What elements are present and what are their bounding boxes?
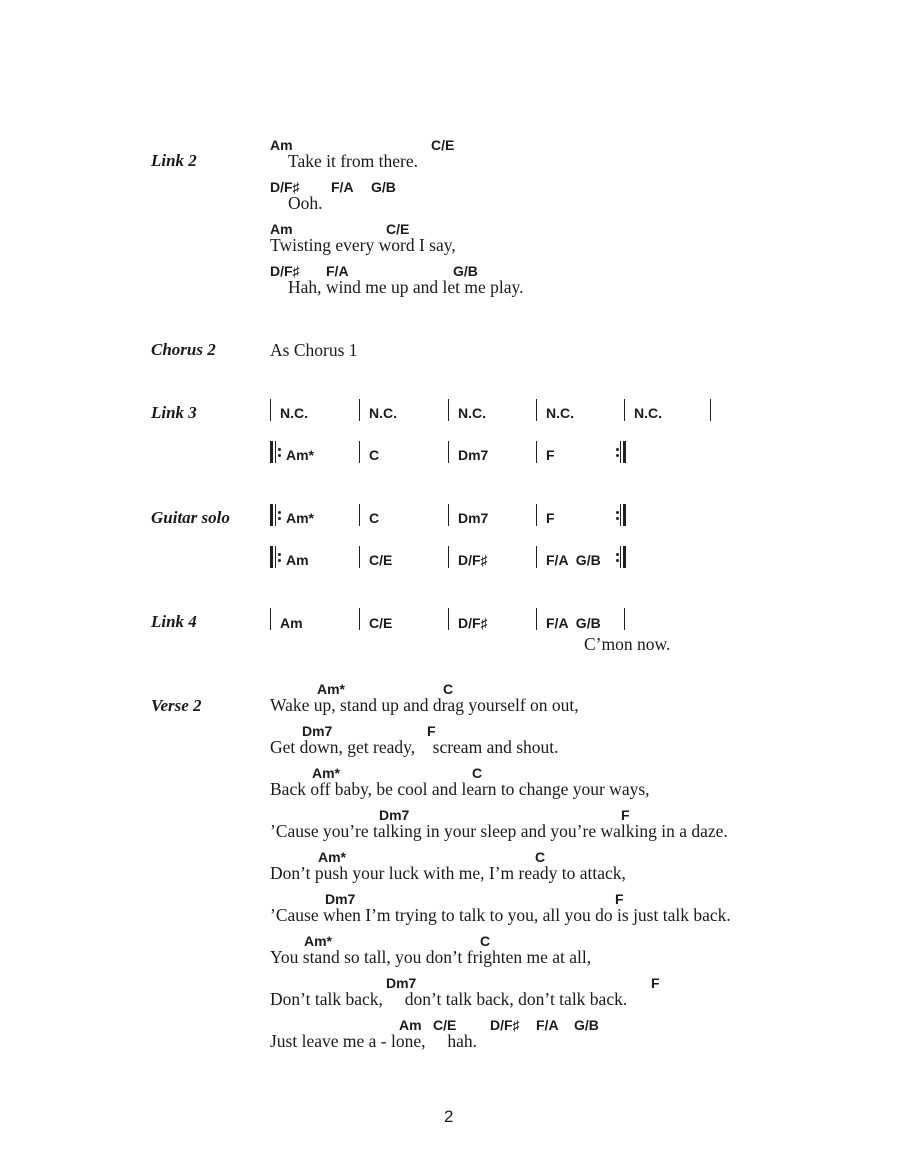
bar-chord: C — [369, 447, 380, 463]
chord: F — [651, 975, 660, 991]
repeat-start-sign — [270, 546, 282, 568]
repeat-end-sign — [616, 504, 628, 526]
chord: F — [621, 807, 630, 823]
chord: G/B — [574, 1017, 599, 1033]
chord: F — [427, 723, 436, 739]
barline — [536, 399, 537, 421]
chord: G/B — [453, 263, 478, 279]
lyric-line: Wake up, stand up and drag yourself on out, — [270, 695, 579, 715]
chord: G/B — [371, 179, 396, 195]
bar-chord: D/F♯ — [458, 552, 488, 568]
lyric-line: Just leave me a - lone, hah. — [270, 1031, 478, 1051]
bar-chord: F — [546, 510, 555, 526]
chord: Dm7 — [325, 891, 356, 907]
chord: C — [480, 933, 491, 949]
barline — [270, 608, 271, 630]
barline — [448, 399, 449, 421]
lyric-line: Take it from there. — [288, 151, 418, 171]
barline — [359, 441, 360, 463]
bar-chord: Am — [280, 615, 303, 631]
chord: D/F♯ — [490, 1017, 520, 1033]
bar-chord: Dm7 — [458, 447, 489, 463]
chord: F/A — [536, 1017, 559, 1033]
page-number: 2 — [444, 1107, 454, 1126]
bar-chord: Am — [286, 552, 309, 568]
barline — [359, 546, 360, 568]
barline — [270, 399, 271, 421]
barline — [536, 608, 537, 630]
bar-chord: N.C. — [458, 405, 486, 421]
section-label-chorus-2: Chorus 2 — [151, 340, 216, 359]
bar-chord: F/A G/B — [546, 552, 601, 568]
barline — [536, 504, 537, 526]
chord: Dm7 — [379, 807, 410, 823]
barline — [359, 608, 360, 630]
chord: C — [443, 681, 454, 697]
lyric-line: You stand so tall, you don’t frighten me at all, — [270, 947, 592, 967]
barline — [448, 504, 449, 526]
lyric-line: ’Cause you’re talking in your sleep and you’re walking in a daze. — [270, 821, 728, 841]
barline — [359, 504, 360, 526]
bar-chord: N.C. — [546, 405, 574, 421]
section-label-verse-2: Verse 2 — [151, 696, 202, 715]
repeat-end-sign — [616, 546, 628, 568]
section-label-link-2: Link 2 — [151, 151, 197, 170]
section-label-guitar-solo: Guitar solo — [151, 508, 230, 527]
chord: Am — [270, 137, 293, 153]
barline — [448, 608, 449, 630]
lyric-line: Hah, wind me up and let me play. — [288, 277, 524, 297]
section-label-link-4: Link 4 — [151, 612, 197, 631]
bar-chord: N.C. — [280, 405, 308, 421]
bar-chord: F/A G/B — [546, 615, 601, 631]
lyric-line: Back off baby, be cool and learn to change your ways, — [270, 779, 650, 799]
chord: D/F♯ — [270, 179, 300, 195]
barline — [536, 546, 537, 568]
barline — [536, 441, 537, 463]
repeat-start-sign — [270, 504, 282, 526]
chord: Am — [270, 221, 293, 237]
chord: F/A — [326, 263, 349, 279]
bar-chord: C — [369, 510, 380, 526]
chord: C/E — [431, 137, 455, 153]
lyric-line: Ooh. — [288, 193, 323, 213]
chord: Am — [399, 1017, 422, 1033]
chord: Dm7 — [386, 975, 417, 991]
bar-chord: C/E — [369, 552, 393, 568]
chord: C — [535, 849, 546, 865]
chord: Am* — [318, 849, 347, 865]
barline — [448, 546, 449, 568]
chord: D/F♯ — [270, 263, 300, 279]
lyric-line: C’mon now. — [584, 634, 671, 654]
chord: C/E — [433, 1017, 457, 1033]
barline — [624, 608, 625, 630]
lyric-line: Don’t push your luck with me, I’m ready to attack, — [270, 863, 626, 883]
lyric-line: Twisting every word I say, — [270, 235, 456, 255]
bar-chord: Am* — [286, 447, 315, 463]
chorus-reference: As Chorus 1 — [270, 340, 358, 360]
lyric-line: Don’t talk back, don’t talk back, don’t talk back. — [270, 989, 628, 1009]
section-label-link-3: Link 3 — [151, 403, 197, 422]
bar-chord: C/E — [369, 615, 393, 631]
bar-chord: N.C. — [634, 405, 662, 421]
bar-chord: N.C. — [369, 405, 397, 421]
chord: C — [472, 765, 483, 781]
barline — [448, 441, 449, 463]
chord: C/E — [386, 221, 410, 237]
bar-chord: D/F♯ — [458, 615, 488, 631]
bar-chord: Am* — [286, 510, 315, 526]
chord: Am* — [317, 681, 346, 697]
chord: Am* — [312, 765, 341, 781]
chord: Dm7 — [302, 723, 333, 739]
bar-chord: Dm7 — [458, 510, 489, 526]
repeat-end-sign — [616, 441, 628, 463]
chord: Am* — [304, 933, 333, 949]
barline — [710, 399, 711, 421]
barline — [624, 399, 625, 421]
chord: F — [615, 891, 624, 907]
lyric-line: Get down, get ready, scream and shout. — [270, 737, 559, 757]
chord: F/A — [331, 179, 354, 195]
barline — [359, 399, 360, 421]
lyric-line: ’Cause when I’m trying to talk to you, all you do is just talk back. — [270, 905, 731, 925]
bar-chord: F — [546, 447, 555, 463]
repeat-start-sign — [270, 441, 282, 463]
